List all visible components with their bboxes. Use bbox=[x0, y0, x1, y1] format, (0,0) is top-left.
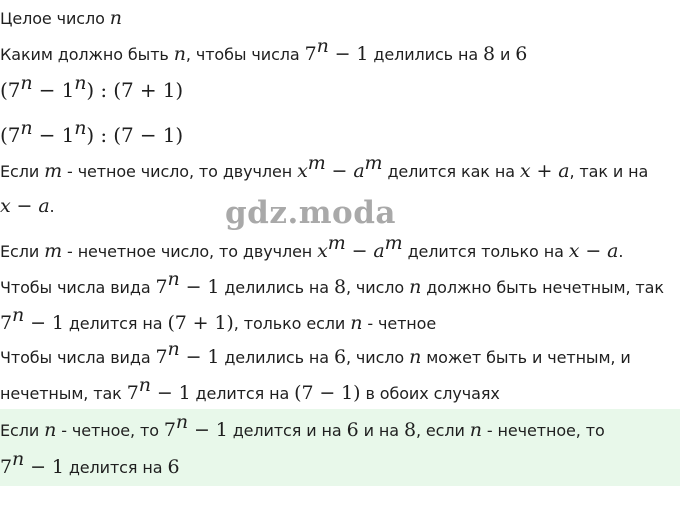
explain-8-line-cont bbox=[0, 304, 437, 335]
formula-exp: n bbox=[74, 72, 87, 94]
formula-exp: n bbox=[20, 72, 33, 94]
var-a: a bbox=[373, 240, 385, 262]
text: - четное bbox=[362, 314, 437, 333]
text: Чтобы числа вида bbox=[0, 348, 156, 367]
text: , только если bbox=[233, 314, 351, 333]
formula: (7 + 1) bbox=[167, 312, 234, 334]
text: в обоих случаях bbox=[360, 384, 500, 403]
text: . bbox=[49, 197, 55, 216]
text: должно быть нечетным, так bbox=[421, 278, 664, 297]
text: - нечетное число, то двучлен bbox=[62, 242, 318, 261]
formula: x − a bbox=[568, 240, 619, 262]
text: , число bbox=[345, 278, 410, 297]
text: - четное число, то двучлен bbox=[62, 162, 298, 181]
text: делились на bbox=[368, 45, 484, 64]
text: Если bbox=[0, 242, 45, 261]
text: , чтобы числа bbox=[185, 45, 305, 64]
var-m: m bbox=[44, 160, 63, 182]
formula-rest: − 1 bbox=[179, 276, 220, 298]
var-n: n bbox=[469, 419, 482, 441]
number: 6 bbox=[167, 456, 180, 478]
var-x: x bbox=[297, 160, 308, 182]
text: делились на bbox=[219, 278, 334, 297]
formula-exp: n bbox=[175, 411, 189, 433]
minus-sign: − bbox=[345, 240, 374, 262]
explain-6-line-cont bbox=[0, 374, 500, 405]
text: Если bbox=[0, 162, 45, 181]
explain-6-line bbox=[0, 338, 631, 369]
var-n: n bbox=[350, 312, 363, 334]
number: 6 bbox=[333, 346, 346, 368]
conclusion-line bbox=[0, 411, 605, 442]
formula-exp: n bbox=[316, 35, 329, 57]
formula-part: ) : (7 − 1) bbox=[86, 123, 184, 147]
formula-line-1 bbox=[0, 72, 184, 102]
rule-even-line bbox=[0, 152, 649, 183]
rule-even-line-cont bbox=[0, 195, 55, 218]
formula-rest: − 1 bbox=[188, 419, 228, 441]
number: 8 bbox=[483, 43, 496, 65]
text: Целое число bbox=[0, 9, 110, 28]
formula-exp: m bbox=[307, 152, 326, 174]
text: - нечетное, то bbox=[481, 421, 605, 440]
formula-exp: n bbox=[138, 374, 151, 396]
formula-exp: m bbox=[327, 232, 346, 254]
rule-odd-line bbox=[0, 232, 624, 263]
number: 6 bbox=[515, 43, 528, 65]
text: Каким должно быть bbox=[0, 45, 174, 64]
formula-base: 7 bbox=[155, 276, 168, 298]
question-line bbox=[0, 35, 528, 66]
text: и на bbox=[358, 421, 404, 440]
text: делится на bbox=[63, 458, 168, 477]
formula-base: 7 bbox=[126, 382, 139, 404]
formula-exp: n bbox=[167, 338, 180, 360]
text: делится и на bbox=[227, 421, 347, 440]
var-m: m bbox=[44, 240, 63, 262]
formula: (7 − 1) bbox=[294, 382, 361, 404]
heading-line bbox=[0, 7, 122, 30]
formula-part: ) : (7 + 1) bbox=[86, 78, 184, 102]
text: , если bbox=[415, 421, 470, 440]
text: делится как на bbox=[382, 162, 520, 181]
formula-rest: − 1 bbox=[24, 456, 64, 478]
var-n: n bbox=[44, 419, 57, 441]
formula: x − a bbox=[0, 195, 50, 217]
formula-part: (7 bbox=[0, 123, 21, 147]
text: может быть и четным, и bbox=[421, 348, 631, 367]
text: Если bbox=[0, 421, 45, 440]
text: и bbox=[495, 45, 516, 64]
formula: x + a bbox=[519, 160, 570, 182]
number: 8 bbox=[403, 419, 416, 441]
var-a: a bbox=[353, 160, 365, 182]
formula-base: 7 bbox=[304, 43, 317, 65]
var-n: n bbox=[409, 276, 422, 298]
formula-rest: − 1 bbox=[150, 382, 191, 404]
formula-exp: n bbox=[12, 304, 25, 326]
formula-base: 7 bbox=[163, 419, 176, 441]
text: . bbox=[618, 242, 624, 261]
text: делится только на bbox=[402, 242, 569, 261]
number: 8 bbox=[333, 276, 346, 298]
var-n: n bbox=[409, 346, 422, 368]
number: 6 bbox=[346, 419, 359, 441]
formula-exp: m bbox=[364, 152, 383, 174]
text: , так и на bbox=[569, 162, 649, 181]
formula-base: 7 bbox=[155, 346, 168, 368]
text: Чтобы числа вида bbox=[0, 278, 156, 297]
explain-8-line bbox=[0, 268, 664, 299]
formula-base: 7 bbox=[0, 312, 12, 334]
watermark-logo: gdz.moda bbox=[225, 195, 396, 231]
var-n: n bbox=[109, 7, 122, 29]
formula-line-2 bbox=[0, 117, 184, 147]
formula-rest: − 1 bbox=[328, 43, 369, 65]
formula-base: 7 bbox=[0, 456, 12, 478]
formula-part: (7 bbox=[0, 78, 21, 102]
formula-exp: n bbox=[74, 117, 87, 139]
formula-exp: n bbox=[167, 268, 180, 290]
minus-sign: − bbox=[325, 160, 354, 182]
text: нечетным, так bbox=[0, 384, 127, 403]
conclusion-line-cont bbox=[0, 448, 180, 479]
formula-part: − 1 bbox=[32, 78, 75, 102]
formula-rest: − 1 bbox=[179, 346, 220, 368]
formula-exp: m bbox=[384, 232, 403, 254]
formula-exp: n bbox=[20, 117, 33, 139]
text: - четное, то bbox=[56, 421, 164, 440]
text: делились на bbox=[219, 348, 334, 367]
var-x: x bbox=[317, 240, 328, 262]
text: делится на bbox=[190, 384, 295, 403]
var-n: n bbox=[173, 43, 186, 65]
formula-rest: − 1 bbox=[24, 312, 64, 334]
text: , число bbox=[345, 348, 410, 367]
formula-exp: n bbox=[12, 448, 25, 470]
formula-part: − 1 bbox=[32, 123, 75, 147]
text: делится на bbox=[63, 314, 168, 333]
